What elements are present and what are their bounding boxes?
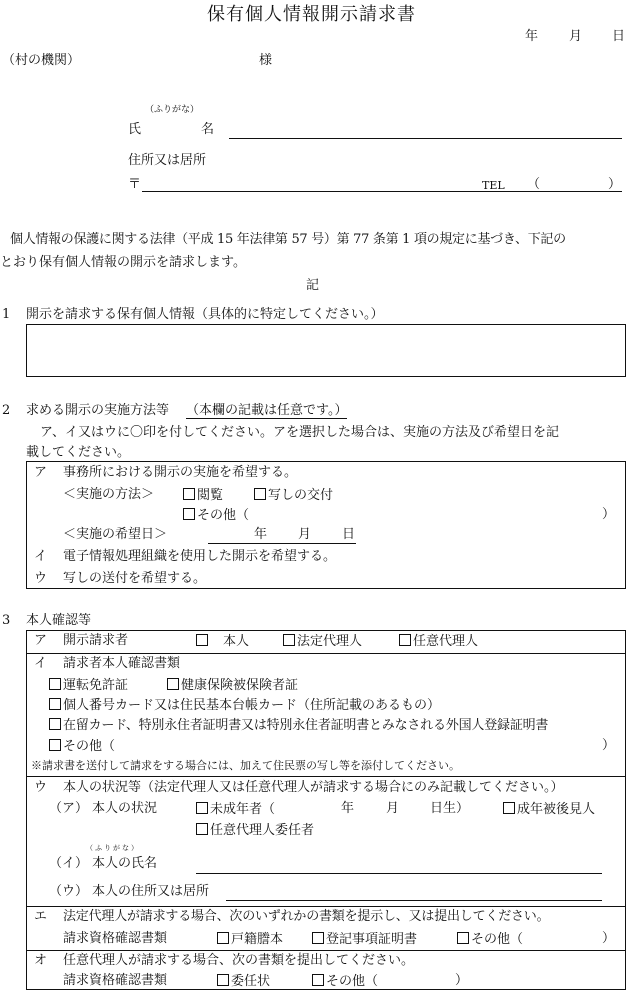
sec3-e-text: 法定代理人が請求する場合、次のいずれかの書類を提示し、又は提出してください。 xyxy=(63,909,550,924)
checkbox-icon xyxy=(196,634,208,646)
sec3-e-mark: エ xyxy=(34,909,48,924)
status-i-mark: （イ） xyxy=(49,856,89,871)
addressee: （村の機関） xyxy=(2,53,81,68)
sec2-option-a-mark[interactable]: ア xyxy=(34,465,48,480)
checkbox-icon xyxy=(183,488,195,500)
date-month-label: 月 xyxy=(569,29,583,44)
status-proxy-option[interactable]: 任意代理人委任者 xyxy=(196,823,314,837)
address-field[interactable] xyxy=(142,191,622,192)
sec3-divider xyxy=(26,776,626,777)
date-wish-field[interactable] xyxy=(208,543,356,544)
checkbox-icon xyxy=(457,932,469,944)
sec2-instruction-2: 載してください。 xyxy=(26,445,131,460)
sec3-i-text: 請求者本人確認書類 xyxy=(63,656,181,671)
sec3-o-text: 任意代理人が請求する場合、次の書類を提出してください。 xyxy=(63,953,415,968)
method-label: ＜実施の方法＞ xyxy=(63,487,155,502)
requester-legal-option[interactable]: 法定代理人 xyxy=(283,634,362,648)
checkbox-icon xyxy=(217,974,229,986)
person-address-label: 本人の住所又は居所 xyxy=(92,884,210,899)
checkbox-icon xyxy=(283,634,295,646)
checkbox-icon xyxy=(312,932,324,944)
status-a-label: 本人の状況 xyxy=(92,801,158,816)
date-wish-day: 日 xyxy=(342,527,356,542)
sec2-option-a-text: 事務所における開示の実施を希望する。 xyxy=(63,465,298,480)
person-name-field[interactable] xyxy=(196,873,602,874)
checkbox-icon xyxy=(183,508,195,520)
sec2-options-box xyxy=(26,461,626,589)
sec2-optional-note: （本欄の記載は任意です。） xyxy=(186,403,348,418)
name-furigana-label: （ふりがな） xyxy=(145,105,200,115)
e-doc-other[interactable]: その他（ xyxy=(457,932,523,946)
status-u-mark: （ウ） xyxy=(49,884,89,899)
sec1-info-field[interactable] xyxy=(26,324,626,377)
name-label-1: 氏 xyxy=(128,122,142,137)
checkbox-icon xyxy=(217,932,229,944)
page-title: 保有個人情報開示請求書 xyxy=(207,4,416,25)
address-label: 住所又は居所 xyxy=(128,153,207,168)
sec2-instruction-1: ア、イ又はウに〇印を付してください。アを選択した場合は、実施の方法及び希望日を記 xyxy=(40,425,559,440)
id-doc-license[interactable]: 運転免許証 xyxy=(49,678,128,692)
date-wish-year: 年 xyxy=(254,527,268,542)
method-other-close: ） xyxy=(602,507,616,522)
id-doc-other-close: ） xyxy=(602,738,616,753)
o-docs-label: 請求資格確認書類 xyxy=(63,973,168,988)
sec3-label: 本人確認等 xyxy=(26,613,92,628)
person-name-furigana: （ふりがな） xyxy=(86,844,140,852)
sec2-option-u-mark[interactable]: ウ xyxy=(34,571,48,586)
o-doc-power-of-attorney[interactable]: 委任状 xyxy=(217,974,270,988)
addressee-honorific: 様 xyxy=(259,53,273,68)
status-guardian-option[interactable]: 成年被後見人 xyxy=(503,802,595,816)
intro-line-2: とおり保有個人情報の開示を請求します。 xyxy=(0,255,246,270)
date-year-label: 年 xyxy=(525,29,539,44)
sec3-u-mark: ウ xyxy=(34,780,48,795)
checkbox-icon xyxy=(196,802,208,814)
tel-paren-close: ） xyxy=(608,177,622,192)
tel-paren-open: （ xyxy=(527,177,541,192)
checkbox-icon xyxy=(49,718,61,730)
status-minor-option[interactable]: 未成年者（ xyxy=(196,802,275,816)
method-copy-option[interactable]: 写しの交付 xyxy=(254,488,333,502)
name-field[interactable] xyxy=(229,138,622,139)
sec3-a-mark: ア xyxy=(34,633,48,648)
status-a-mark: （ア） xyxy=(49,801,89,816)
sec1-label: 開示を請求する保有個人情報（具体的に特定してください。） xyxy=(26,307,384,322)
sec2-option-i-text: 電子情報処理組織を使用した開示を希望する。 xyxy=(63,549,337,564)
checkbox-icon xyxy=(196,823,208,835)
sec2-number: 2 xyxy=(2,403,11,418)
sec3-divider xyxy=(26,906,626,907)
e-doc-other-close: ） xyxy=(602,931,616,946)
postal-mark: 〒 xyxy=(128,177,142,192)
person-name-label: 本人の氏名 xyxy=(92,856,158,871)
ki-heading: 記 xyxy=(306,278,320,293)
date-wish-label: ＜実施の希望日＞ xyxy=(63,527,168,542)
checkbox-icon xyxy=(49,678,61,690)
id-doc-other[interactable]: その他（ xyxy=(49,739,115,753)
id-doc-mynumber[interactable]: 個人番号カード又は住民基本台帳カード（住所記載のあるもの） xyxy=(49,698,440,712)
e-docs-label: 請求資格確認書類 xyxy=(63,931,168,946)
checkbox-icon xyxy=(312,974,324,986)
o-doc-other[interactable]: その他（ xyxy=(312,974,378,988)
id-doc-insurance[interactable]: 健康保険被保険者証 xyxy=(167,678,298,692)
e-doc-koseki[interactable]: 戸籍謄本 xyxy=(217,932,283,946)
sec3-number: 3 xyxy=(2,613,11,628)
name-label-2: 名 xyxy=(201,122,215,137)
minor-born: 日生） xyxy=(430,801,470,816)
sec3-divider xyxy=(26,950,626,951)
person-address-field[interactable] xyxy=(226,900,602,901)
id-doc-residence-card[interactable]: 在留カード、特別永住者証明書又は特別永住者証明書とみなされる外国人登録証明書 xyxy=(49,718,548,732)
checkbox-icon xyxy=(167,678,179,690)
intro-line-1: 個人情報の保護に関する法律（平成 15 年法律第 57 号）第 77 条第 1 項の規定に基づき、下記の xyxy=(10,232,566,247)
sec1-number: 1 xyxy=(2,307,11,322)
date-day-label: 日 xyxy=(612,29,626,44)
method-other-option[interactable]: その他（ xyxy=(183,508,249,522)
method-view-option[interactable]: 閲覧 xyxy=(183,488,223,502)
minor-month: 月 xyxy=(386,801,400,816)
checkbox-icon xyxy=(503,802,515,814)
sec2-option-u-text: 写しの送付を希望する。 xyxy=(63,571,207,586)
checkbox-icon xyxy=(399,634,411,646)
checkbox-icon xyxy=(49,698,61,710)
requester-self-option[interactable]: 本人 xyxy=(196,634,249,648)
minor-year: 年 xyxy=(341,801,355,816)
o-doc-other-close: ） xyxy=(455,973,469,988)
sec2-label: 求める開示の実施方法等 xyxy=(26,403,170,418)
e-doc-registry[interactable]: 登記事項証明書 xyxy=(312,932,417,946)
sec3-u-text: 本人の状況等（法定代理人又は任意代理人が請求する場合にのみ記載してください。） xyxy=(63,780,564,795)
requester-voluntary-option[interactable]: 任意代理人 xyxy=(399,634,478,648)
sec3-note: ※請求書を送付して請求をする場合には、加えて住民票の写し等を添付してください。 xyxy=(31,759,460,772)
sec2-option-i-mark[interactable]: イ xyxy=(34,549,48,564)
date-wish-month: 月 xyxy=(298,527,312,542)
tel-label: TEL xyxy=(482,179,505,192)
checkbox-icon xyxy=(254,488,266,500)
sec3-i-mark: イ xyxy=(34,656,48,671)
sec3-a-text: 開示請求者 xyxy=(63,633,129,648)
sec3-divider xyxy=(26,653,626,654)
sec3-o-mark: オ xyxy=(34,953,48,968)
checkbox-icon xyxy=(49,739,61,751)
